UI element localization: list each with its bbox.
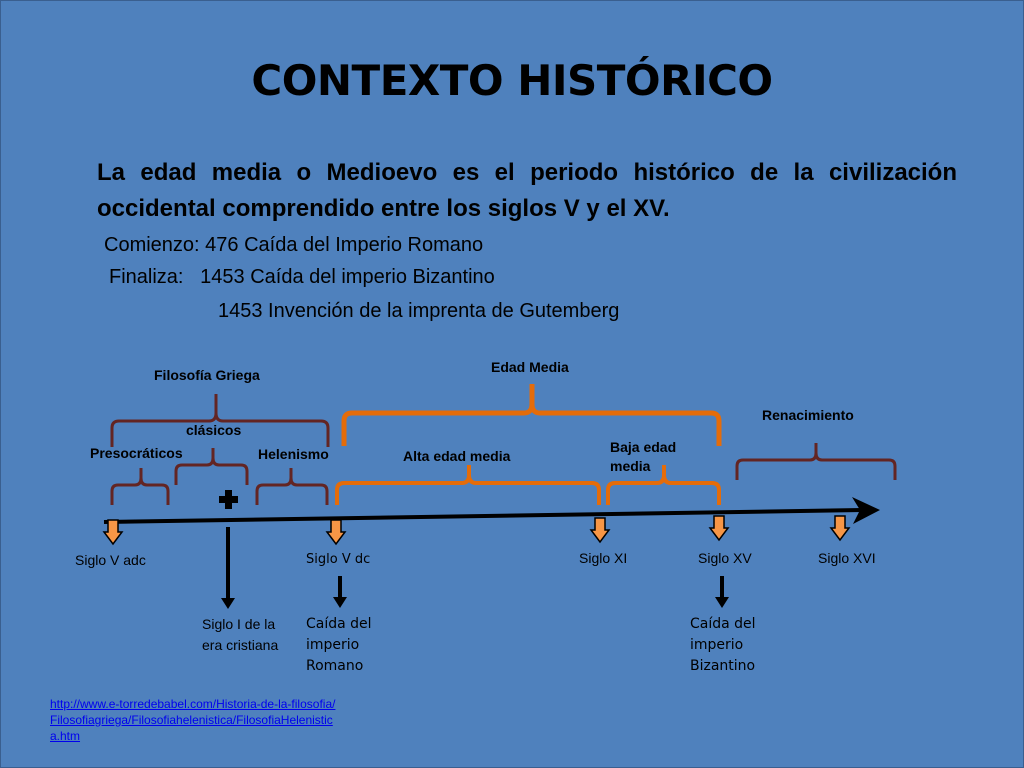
arrow-down-caida-romano xyxy=(333,576,347,608)
tick-label-siglo-xv: Siglo XV xyxy=(698,550,752,566)
note-siglo-i: Siglo I de la era cristiana xyxy=(202,616,279,653)
tick-arrow-siglo-xv xyxy=(710,516,728,540)
label-helenismo: Helenismo xyxy=(258,446,329,462)
label-clasicos: clásicos xyxy=(186,422,242,438)
invencion-line: 1453 Invención de la imprenta de Gutemberg xyxy=(218,300,620,322)
tick-arrow-siglo-v-dc xyxy=(327,520,345,544)
arrow-down-siglo-i xyxy=(221,527,235,609)
finaliza-line: Finaliza: 1453 Caída del imperio Bizantino xyxy=(109,266,495,288)
comienzo-line: Comienzo: 476 Caída del Imperio Romano xyxy=(104,234,484,256)
brace-filosofia-griega xyxy=(112,394,328,447)
tick-label-siglo-v-dc: Siglo V dc xyxy=(306,552,371,567)
slide-title: CONTEXTO HISTÓRICO xyxy=(251,56,773,105)
tick-label-siglo-v-adc: Siglo V adc xyxy=(75,552,146,568)
tick-arrow-siglo-xvi xyxy=(831,516,849,540)
label-alta-edad-media: Alta edad media xyxy=(403,448,511,464)
brace-presocraticos xyxy=(112,468,168,505)
arrow-down-caida-bizantino xyxy=(715,576,729,608)
tick-label-siglo-xvi: Siglo XVI xyxy=(818,550,876,566)
brace-renacimiento xyxy=(737,443,895,480)
note-caida-bizantino: Caída del imperio Bizantino xyxy=(690,616,756,674)
brace-clasicos xyxy=(176,448,247,485)
tick-label-siglo-xi: Siglo XI xyxy=(579,550,628,566)
cross-icon xyxy=(219,490,238,509)
label-baja-edad-media: Baja edad media xyxy=(610,439,677,474)
brace-alta-edad-media xyxy=(337,465,599,505)
source-link[interactable]: http://www.e-torredebabel.com/Historia-de-la-filosofia/Filosofiagriega/Filosofiahelenistica/FilosofiaHelenistica.htm xyxy=(50,697,336,743)
timeline-axis xyxy=(104,510,862,522)
note-caida-romano: Caída del imperio Romano xyxy=(306,616,372,674)
tick-arrow-siglo-xi xyxy=(591,518,609,542)
label-filosofia-griega: Filosofía Griega xyxy=(154,367,260,383)
intro-paragraph: La edad media o Medioevo es el periodo histórico de la civilización occidental comprendido entre los siglos V y el XV. xyxy=(97,159,957,222)
label-edad-media: Edad Media xyxy=(491,359,569,375)
label-renacimiento: Renacimiento xyxy=(762,407,854,423)
brace-helenismo xyxy=(257,468,327,505)
label-presocraticos: Presocráticos xyxy=(90,445,183,461)
brace-edad-media xyxy=(344,384,719,446)
